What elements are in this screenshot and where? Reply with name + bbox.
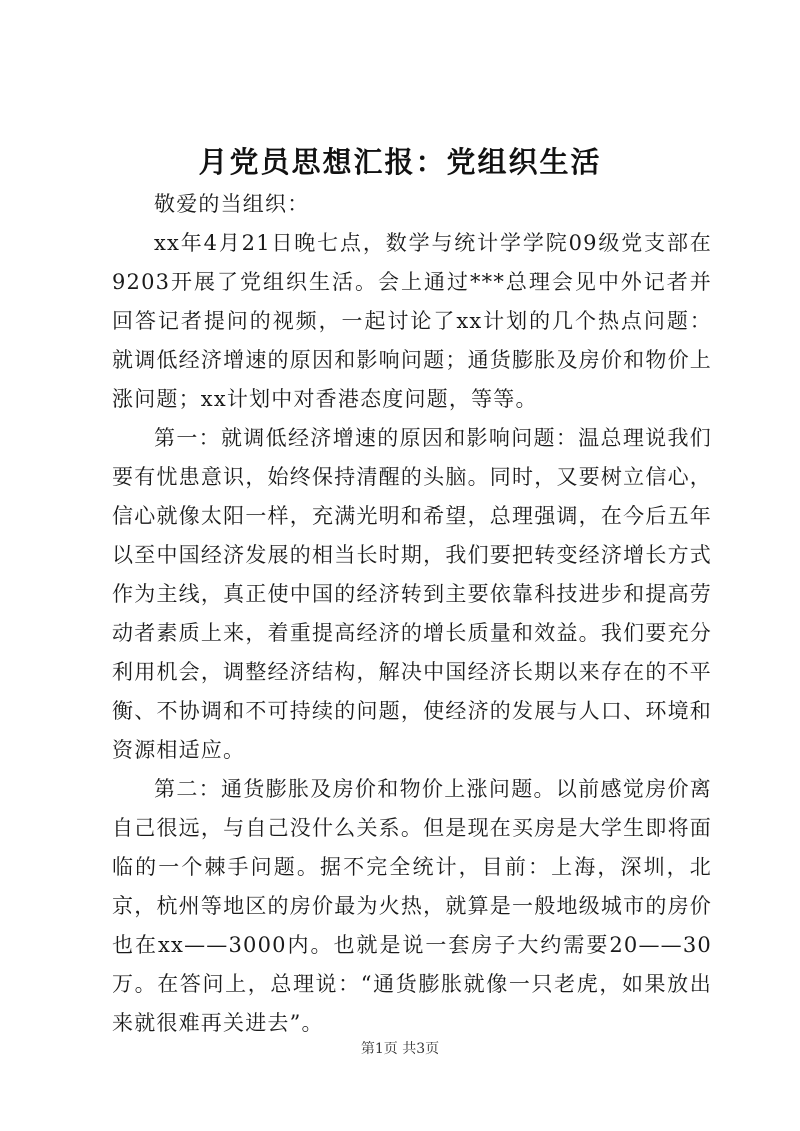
salutation: 敬爱的当组织： bbox=[154, 192, 310, 216]
document-body bbox=[112, 185, 712, 1043]
document-title: 月党员思想汇报：党组织生活 bbox=[198, 145, 602, 179]
page-number-footer: 第1页 共3页 bbox=[360, 1041, 440, 1057]
paragraph-2: 第一：就调低经济增速的原因和影响问题：温总理说我们要有忧患意识，始终保持清醒的头脑。同时，又要树立信心，信心就像太阳一样，充满光明和希望，总理强调，在今后五年以至中国经济发展的相当长时期，我们要把转变经济增长方式作为主线，真正使中国的经济转到主要依靠科技进步和提高劳动者素质上来，着重提高经济的增长质量和效益。我们要充分利用机会，调整经济结构，解决中国经济长期以来存在的不平衡、不协调和不可持续的问题，使经济的发展与人口、环境和资源相适应。 bbox=[112, 426, 712, 762]
paragraph-1: xx年4月21日晚七点，数学与统计学学院09级党支部在9203开展了党组织生活。会上通过***总理会见中外记者并回答记者提问的视频，一起讨论了xx计划的几个热点问题：就调低经济增速的原因和影响问题；通货膨胀及房价和物价上涨问题；xx计划中对香港态度问题，等等。 bbox=[112, 231, 712, 411]
paragraph-3: 第二：通货膨胀及房价和物价上涨问题。以前感觉房价离自己很远，与自己没什么关系。但是现在买房是大学生即将面临的一个棘手问题。据不完全统计，目前：上海，深圳，北京，杭州等地区的房价最为火热，就算是一般地级城市的房价也在xx——3000内。也就是说一套房子大约需要20——30万。在答问上，总理说：“通货膨胀就像一只老虎，如果放出来就很难再关进去”。 bbox=[112, 777, 712, 1035]
